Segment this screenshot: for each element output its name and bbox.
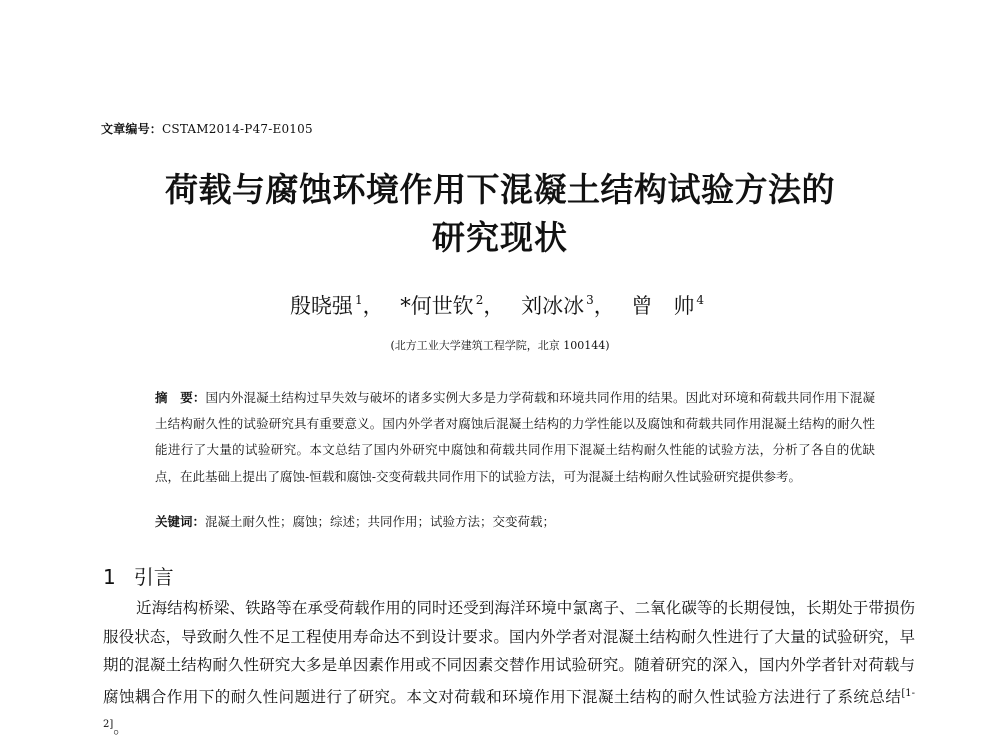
citation: [1-2]	[103, 687, 915, 730]
abstract-text: 国内外混凝土结构过早失效与破坏的诸多实例大多是力学荷载和环境共同作用的结果。因此对环境和荷载共同作用下混凝土结构耐久性的试验研究具有重要意义。国内外学者对腐蚀后混凝土结构的力学性能以及腐蚀和荷载共同作用混凝土结构的耐久性能进行了大量的试验研究。本文总结了国内外研究中腐蚀和荷载共同作用下混凝土结构耐久性能的试验方法，分析了各自的优缺点，在此基础上提出了腐蚀-恒载和腐蚀-交变荷载共同作用下的试验方法，可为混凝土结构耐久性试验研究提供参考。	[155, 390, 875, 484]
body-paragraph-end: 。	[113, 719, 129, 737]
body-text	[103, 594, 915, 743]
author	[631, 294, 710, 318]
author	[521, 294, 621, 318]
article-number	[101, 120, 313, 137]
author	[400, 294, 510, 318]
author-separator: ，	[362, 294, 384, 318]
keywords-label: 关键词：	[155, 514, 206, 529]
abstract-paragraph	[155, 385, 875, 490]
paper-title-line-2: 研究现状	[432, 218, 568, 257]
section-title: 引言	[133, 565, 174, 589]
paper-title-line-1: 荷载与腐蚀环境作用下混凝土结构试验方法的	[165, 170, 835, 209]
article-number-label: 文章编号：	[101, 122, 163, 136]
author-name: 刘冰冰	[521, 294, 585, 318]
author-list	[0, 290, 1000, 320]
author-separator: ，	[593, 294, 615, 318]
keywords-text: 混凝土耐久性；腐蚀；综述；共同作用；试验方法；交变荷载；	[205, 514, 556, 529]
author	[290, 294, 390, 318]
author-affil-mark: 2	[475, 293, 484, 307]
author-affil-mark: 3	[586, 293, 594, 307]
abstract	[155, 385, 875, 490]
author-separator: ，	[483, 294, 505, 318]
author-affil-mark: 4	[696, 293, 705, 307]
body-paragraph-text: 近海结构桥梁、铁路等在承受荷载作用的同时还受到海洋环境中氯离子、二氧化碳等的长期侵蚀，长期处于带损伤服役状态，导致耐久性不足工程使用寿命达不到设计要求。国内外学者对混凝土结构耐久性进行了大量的试验研究，早期的混凝土结构耐久性研究大多是单因素作用或不同因素交替作用试验研究。随着研究的深入，国内外学者针对荷载与腐蚀耦合作用下的耐久性问题进行了研究。本文对荷载和环境作用下混凝土结构的耐久性试验方法进行了系统总结	[103, 599, 915, 706]
article-number-value: CSTAM2014-P47-E0105	[162, 122, 313, 136]
affiliation: (北方工业大学建筑工程学院，北京 100144)	[390, 339, 610, 352]
body-paragraph	[103, 594, 915, 743]
abstract-label: 摘 要：	[155, 390, 206, 405]
author-name: 殷晓强	[289, 294, 353, 318]
author-name: 曾 帅	[631, 294, 695, 318]
section-heading	[103, 561, 174, 590]
section-number: 1	[103, 565, 116, 589]
author-name: *何世钦	[400, 294, 474, 318]
keywords	[155, 512, 875, 530]
author-affil-mark: 1	[354, 293, 363, 307]
